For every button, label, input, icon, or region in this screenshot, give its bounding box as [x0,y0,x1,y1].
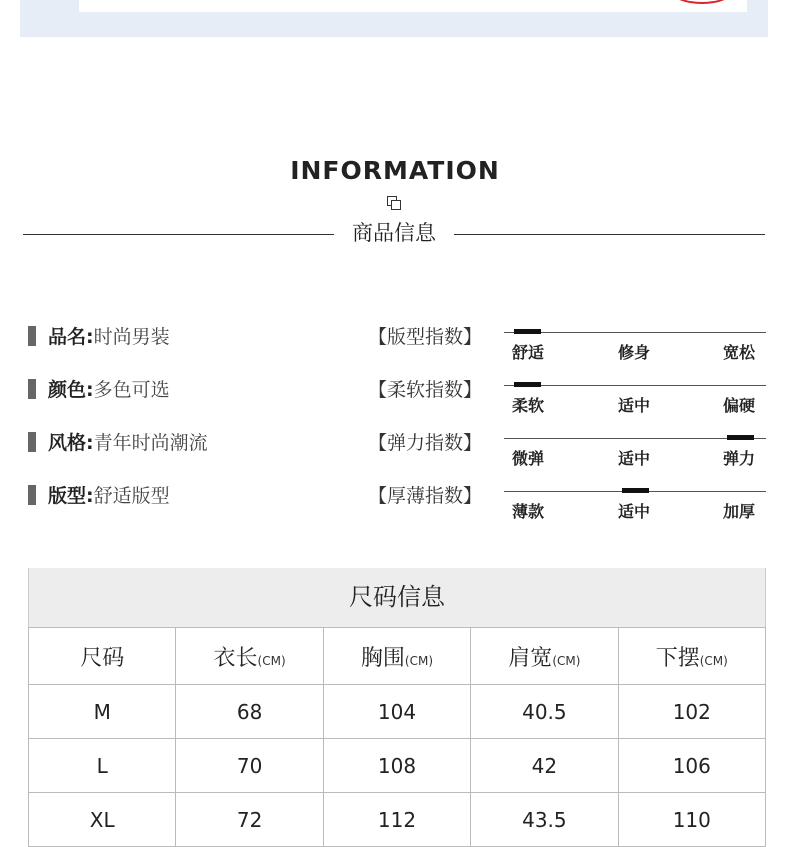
top-banner-strip [20,0,768,37]
table-header-cell: 尺码 [29,628,176,685]
table-cell: 110 [618,793,765,847]
index-scale [504,438,766,468]
scale-marker [622,488,649,493]
top-banner-inner [79,0,747,12]
property-key: 版型: [48,485,94,507]
property-key: 品名: [48,326,94,348]
property-item [28,377,170,403]
scale-option: 弹力 [723,449,756,468]
scale-option: 适中 [618,396,651,415]
scale-marker [514,382,541,387]
scale-option: 适中 [618,449,651,468]
section-subtitle: 商品信息 [352,221,436,245]
table-cell: 112 [323,793,470,847]
table-cell: 40.5 [471,685,618,739]
table-cell: L [29,739,176,793]
bullet-bar-icon [28,432,36,452]
index-scale [504,385,766,415]
red-circle-decoration [671,0,733,4]
index-scale [504,332,766,362]
property-key: 风格: [48,432,94,454]
size-grid [28,627,766,847]
table-row [29,739,766,793]
scale-option: 宽松 [723,343,756,362]
table-cell: 42 [471,739,618,793]
property-value: 多色可选 [93,379,170,401]
section-title: INFORMATION [290,156,500,185]
divider-right [454,234,765,235]
table-header-cell: 肩宽(CM) [471,628,618,685]
scale-option: 适中 [618,502,651,521]
scale-option: 舒适 [512,343,545,362]
property-key: 颜色: [48,379,94,401]
table-cell: 72 [176,793,323,847]
scale-marker [727,435,754,440]
table-header-cell: 衣长(CM) [176,628,323,685]
table-header-cell: 胸围(CM) [323,628,470,685]
table-cell: 70 [176,739,323,793]
property-value: 时尚男装 [93,326,170,348]
size-table [28,568,766,847]
property-value: 舒适版型 [93,485,170,507]
table-cell: M [29,685,176,739]
scale-option: 微弹 [512,449,545,468]
table-cell: 68 [176,685,323,739]
scale-option: 加厚 [723,502,756,521]
table-row [29,685,766,739]
bullet-bar-icon [28,326,36,346]
scale-option: 偏硬 [723,396,756,415]
bullet-bar-icon [28,485,36,505]
scale-option: 薄款 [512,502,545,521]
property-value: 青年时尚潮流 [93,432,208,454]
table-cell: XL [29,793,176,847]
property-item [28,430,208,456]
index-label: 【柔软指数】 [368,379,483,401]
index-label: 【弹力指数】 [368,432,483,454]
table-cell: 108 [323,739,470,793]
bullet-bar-icon [28,379,36,399]
property-item [28,483,170,509]
table-cell: 102 [618,685,765,739]
index-label: 【版型指数】 [368,326,483,348]
table-cell: 43.5 [471,793,618,847]
divider-left [23,234,334,235]
copy-icon [387,196,401,210]
index-scale [504,491,766,521]
scale-marker [514,329,541,334]
scale-line [504,332,766,333]
table-cell: 104 [323,685,470,739]
property-item [28,324,170,350]
scale-option: 柔软 [512,396,545,415]
table-cell: 106 [618,739,765,793]
scale-line [504,385,766,386]
table-header-cell: 下摆(CM) [618,628,765,685]
table-header-row [29,628,766,685]
table-row [29,793,766,847]
index-label: 【厚薄指数】 [368,485,483,507]
scale-option: 修身 [618,343,651,362]
size-table-title: 尺码信息 [28,568,766,627]
